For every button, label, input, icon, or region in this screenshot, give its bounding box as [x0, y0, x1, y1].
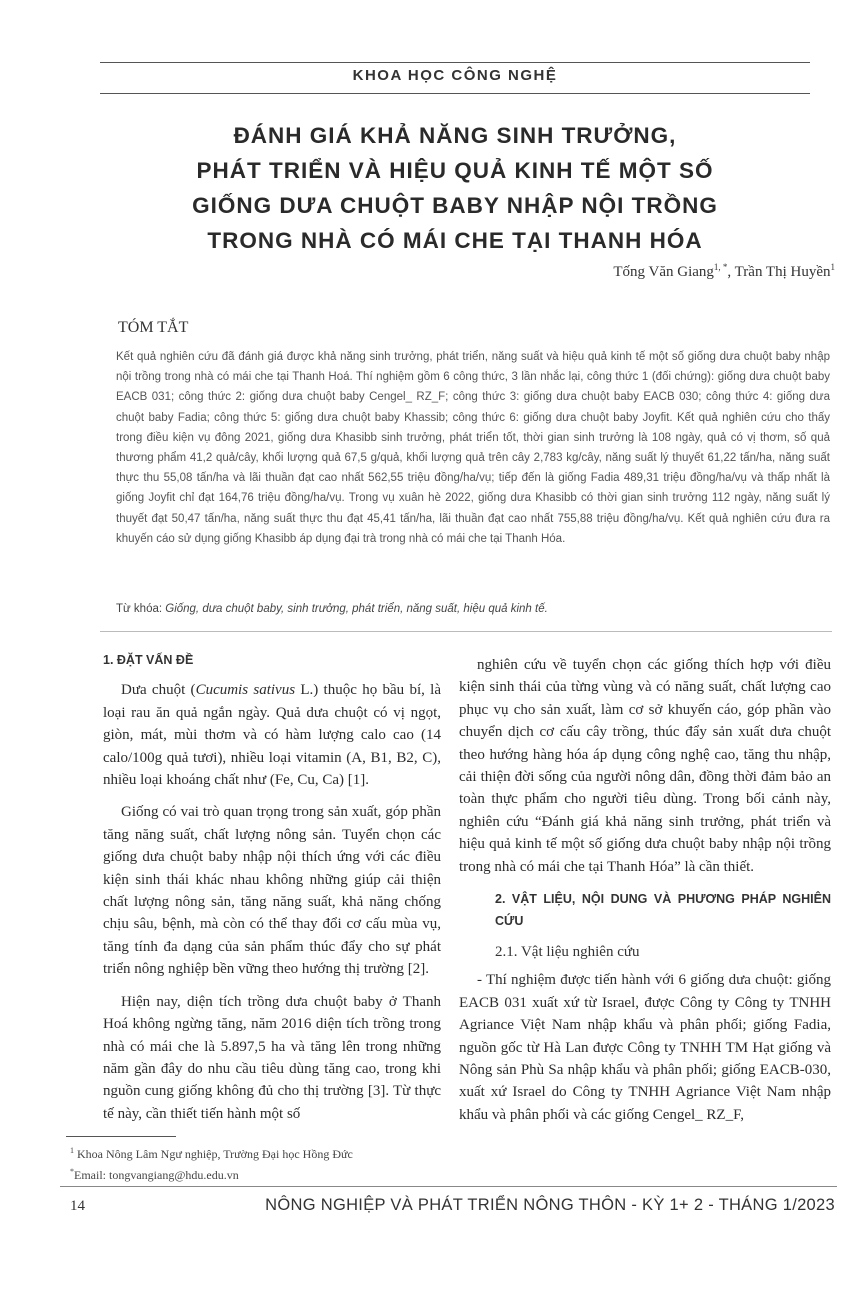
- footnote-email: [70, 1163, 353, 1184]
- author-affiliation-mark: 1, *: [713, 262, 728, 272]
- author-list: [613, 262, 835, 281]
- paragraph: Hiện nay, diện tích trồng dưa chuột baby ở Thanh Hoá không ngừng tăng, năm 2016 diện tích trồng trong nhà có mái che là 5.897,5 ha và tăng lên trong những năm gần đây do nhu cầu tiêu dùng tăng cao, trong khi nguồn cung giống không đủ cho thị trường [3]. Từ thực tế này, cần thiết tiến hành một số: [103, 993, 441, 1122]
- author-name: Tống Văn Giang: [613, 264, 714, 280]
- keywords-label: Từ khóa:: [116, 603, 166, 615]
- footnote-mark: 1: [70, 1146, 74, 1155]
- paragraph: [103, 679, 441, 791]
- title-line: ĐÁNH GIÁ KHẢ NĂNG SINH TRƯỞNG,: [233, 123, 677, 148]
- title-line: PHÁT TRIỂN VÀ HIỆU QUẢ KINH TẾ MỘT SỐ: [196, 158, 714, 183]
- footnote-divider: [66, 1136, 176, 1137]
- footnote-text: Khoa Nông Lâm Ngư nghiệp, Trường Đại học Hồng Đức: [74, 1147, 353, 1161]
- right-column: [459, 654, 831, 1126]
- abstract-heading: TÓM TẮT: [118, 319, 189, 336]
- abstract-divider: [100, 631, 832, 632]
- section-heading: 2. VẬT LIỆU, NỘI DUNG VÀ PHƯƠNG PHÁP NGHIÊN CỨU: [495, 892, 831, 929]
- header-bottom-rule: [100, 93, 810, 94]
- text-run: L.) thuộc họ bầu bí, là loại rau ăn quả ngắn ngày. Quả dưa chuột có vị ngọt, giòn, mát, mùi thơm và có hàm lượng calo cao (14 calo/100g quả tươi), nhiều loại vitamin (A, B1, B2, C), nhiều loại khoáng chất như (Fe, Cu, Ca) [1].: [103, 682, 442, 789]
- title-line: GIỐNG DƯA CHUỘT BABY NHẬP NỘI TRỒNG: [192, 193, 718, 218]
- footer-divider: [60, 1186, 837, 1187]
- author-separator: ,: [727, 264, 735, 280]
- journal-footer: NÔNG NGHIỆP VÀ PHÁT TRIỂN NÔNG THÔN - KỲ 1+ 2 - THÁNG 1/2023: [265, 1196, 835, 1214]
- left-column: [103, 649, 441, 1125]
- keywords-values: Giống, dưa chuột baby, sinh trưởng, phát triển, năng suất, hiệu quả kinh tế.: [165, 603, 548, 615]
- section-label: KHOA HỌC CÔNG NGHỆ: [352, 67, 558, 84]
- text-run: Dưa chuột (: [121, 682, 196, 699]
- section-heading: 1. ĐẶT VẤN ĐỀ: [103, 653, 194, 667]
- species-name: Cucumis sativus: [195, 682, 296, 699]
- paragraph: nghiên cứu về tuyển chọn các giống thích hợp với điều kiện sinh thái của từng vùng và có năng suất, chất lượng cao phục vụ cho sản xuất, làm cơ sở khuyến cáo, góp phần vào chuyển dịch cơ cấu cây trồng, thúc đẩy sản xuất dưa chuột theo hướng hàng hóa áp dụng công nghệ cao, tăng thu nhập, cải thiện đời sống của người nông dân, đồng thời đảm bảo an toàn thực phẩm cho người tiêu dùng. Trong bối cảnh này, nghiên cứu “Đánh giá khả năng sinh trưởng, phát triển và hiệu quả kinh tế một số giống dưa chuột baby nhập nội trồng trong nhà có mái che tại Thanh Hóa” là cần thiết.: [459, 657, 831, 875]
- author-affiliation-mark: 1: [830, 262, 835, 272]
- author-name: Trần Thị Huyền: [734, 264, 831, 280]
- paragraph: Giống có vai trò quan trọng trong sản xuất, góp phần tăng năng suất, chất lượng nông sản. Tuyển chọn các giống dưa chuột baby nhập nội thích ứng với các điều kiện sinh thái khác nhau không những giúp cải thiện chất lượng nông sản, tăng năng suất, khả năng chống chịu sâu, bệnh, mà còn có thể thay đổi cơ cấu mùa vụ, tăng tính đa dạng của sản phẩm thúc đẩy cho sự phát triển nông nghiệp bền vững theo hướng thị trường [2].: [103, 804, 441, 978]
- footnote-text: Email: tongvangiang@hdu.edu.vn: [74, 1168, 239, 1182]
- footnote-mark: *: [70, 1167, 74, 1176]
- footnote-affiliation: [70, 1142, 353, 1163]
- header-top-rule: [100, 62, 810, 63]
- footnotes: [70, 1142, 353, 1184]
- title-line: TRONG NHÀ CÓ MÁI CHE TẠI THANH HÓA: [207, 228, 703, 253]
- paragraph: - Thí nghiệm được tiến hành với 6 giống dưa chuột: giống EACB 031 xuất xứ từ Israel, được Công ty Công ty TNHH Agriance Việt Nam nhập khẩu và phân phối; giống Fadia, nguồn gốc từ Hà Lan được Công ty TNHH TM Hạt giống và Nông sản Phù Sa nhập khẩu và phân phối; giống EACB-030, xuất xứ Israel do Công ty TNHH Agriance Việt Nam nhập khẩu và phân phối và các giống Cengel_ RZ_F,: [459, 972, 831, 1123]
- page-number: 14: [70, 1198, 85, 1214]
- keywords: [116, 603, 830, 615]
- article-title: [100, 118, 810, 258]
- subsection-heading: 2.1. Vật liệu nghiên cứu: [495, 943, 640, 960]
- abstract-text: Kết quả nghiên cứu đã đánh giá được khả năng sinh trưởng, phát triển, năng suất và hiệu quả kinh tế một số giống dưa chuột baby nhập nội trồng trong nhà có mái che tại Thanh Hoá. Thí nghiệm gồm 6 công thức, 3 lần nhắc lại, công thức 1 (đối chứng): giống dưa chuột baby EACB 031; công thức 2: giống dưa chuột baby Cengel_ RZ_F; công thức 3: giống dưa chuột baby EACB 030; công thức 4: giống dưa chuột baby Fadia; công thức 5: giống dưa chuột baby Khassib; công thức 6: giống dưa chuột baby Joyfit. Kết quả nghiên cứu cho thấy trong điều kiện vụ đông 2021, giống dưa Khasibb sinh trưởng, phát triển tốt, thời gian sinh trưởng là 108 ngày, quả có vị thơm, số quả thương phẩm 41,2 quả/cây, khối lượng quả 67,5 g/quả, khối lượng quả trên cây 2,783 kg/cây, năng suất lý thuyết 61,22 tấn/ha, năng suất thực thu 55,08 tấn/ha và lãi thuần đạt cao nhất 562,55 triệu đồng/ha/vụ; tiếp đến là giống Fadia 489,31 triệu đồng/ha/vụ và thấp nhất là giống Joyfit chỉ đạt 164,76 triệu đồng/ha/vụ. Trong vụ xuân hè 2022, giống dưa Khasibb có thời gian sinh trưởng 112 ngày, năng suất lý thuyết đạt 50,47 tấn/ha, năng suất thực thu đạt 45,41 tấn/ha, lãi thuần đạt cao nhất 755,88 triệu đồng/ha/vụ. Kết quả nghiên cứu đưa ra khuyến cáo sử dụng giống Khasibb áp dụng đại trà trong nhà có mái che tại Thanh Hóa.: [116, 351, 830, 545]
